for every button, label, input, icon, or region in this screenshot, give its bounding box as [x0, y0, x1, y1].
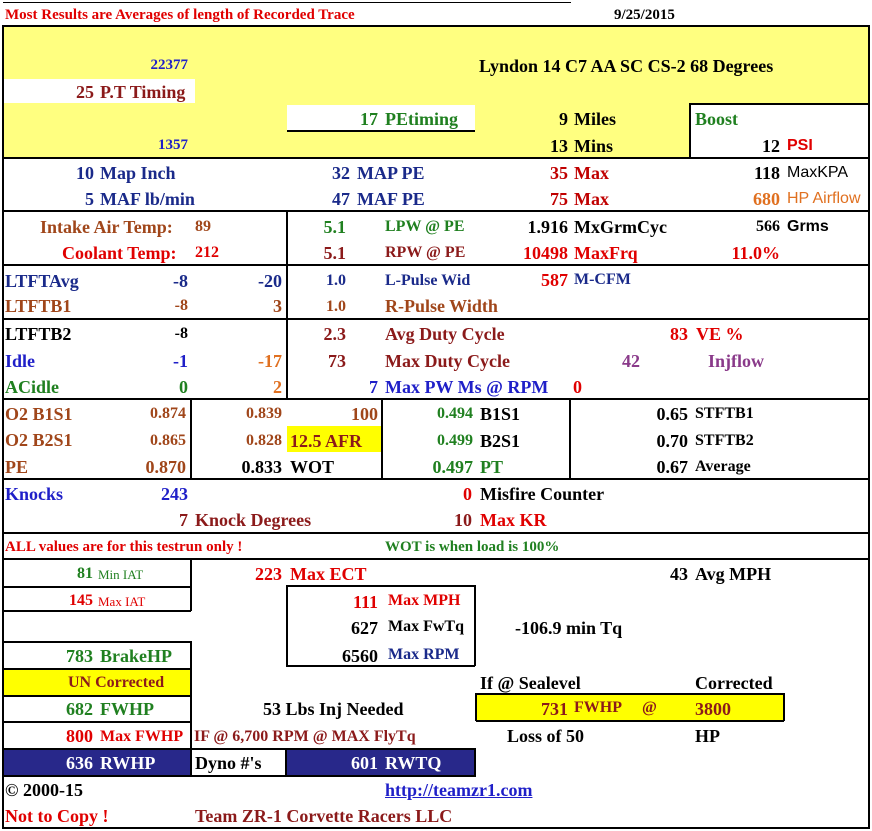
hp-airflow-value: 680 [753, 189, 780, 209]
team-name: Team ZR-1 Corvette Racers LLC [195, 806, 453, 826]
rule [3, 558, 869, 560]
if-6700-rpm: IF @ 6,700 RPM @ MAX FlyTq [194, 728, 416, 745]
lpw-label: LPW @ PE [385, 218, 465, 235]
pt-dl: PT [480, 457, 504, 477]
o2-b2s1-label: O2 B2S1 [5, 430, 73, 450]
o2-b1s1-dl: B1S1 [480, 404, 521, 424]
fwhp-value: 682 [66, 699, 93, 719]
ltftavg-a: -8 [173, 271, 188, 291]
pe-timing-value: 17 [360, 109, 378, 129]
knock-degrees-value: 7 [179, 510, 188, 530]
max-ect-value: 223 [255, 564, 282, 584]
max-iat-value: 145 [69, 592, 93, 609]
rule [3, 532, 869, 534]
max-fwhp-value: 800 [66, 726, 93, 746]
rule [285, 748, 287, 776]
idle-b: -17 [258, 351, 282, 371]
lbs-inj-needed: 53 Lbs Inj Needed [263, 699, 404, 719]
vehicle-title: Lyndon 14 C7 AA SC CS-2 68 Degrees [479, 56, 774, 76]
rpulse-label: R-Pulse Width [385, 296, 498, 316]
rule [3, 721, 191, 723]
copyright: © 2000-15 [5, 780, 83, 800]
knocks-value: 243 [161, 484, 188, 504]
max-iat-label: Max IAT [98, 594, 146, 609]
knocks-label: Knocks [5, 484, 64, 504]
mcfm-value: 587 [541, 270, 568, 290]
rule [3, 748, 476, 750]
corrected-fwhp-value: 731 [541, 699, 568, 719]
value-1357: 1357 [158, 137, 188, 153]
max-rpm-value: 6560 [342, 646, 378, 666]
corrected-at: @ [642, 699, 657, 716]
maxfrq-label: MaxFrq [574, 243, 638, 263]
rule [381, 399, 383, 479]
rule [569, 399, 571, 479]
uncorrected-label: UN Corrected [68, 674, 165, 691]
rule [3, 695, 191, 697]
maf-pe-value: 47 [332, 189, 350, 209]
pe-label: PE [5, 457, 29, 477]
max-fwtq-label: Max FwTq [388, 618, 464, 635]
iat-label: Intake Air Temp: [40, 217, 173, 237]
pe-b: 0.833 [241, 457, 282, 477]
rule [287, 130, 475, 132]
stftb1-value: 0.65 [656, 404, 688, 424]
rule [286, 665, 475, 667]
average-label: Average [695, 458, 751, 475]
stftb2-label: STFTB2 [695, 432, 754, 449]
mins-label: Mins [574, 136, 614, 156]
brakehp-label: BrakeHP [100, 646, 172, 666]
rwhp-label: RWHP [100, 753, 156, 773]
grms-value: 566 [756, 218, 780, 235]
pt-timing-label: P.T Timing [100, 82, 186, 102]
value-22377: 22377 [150, 57, 188, 73]
map-pe-value: 32 [332, 163, 350, 183]
rule [3, 775, 476, 777]
o2-b1s1-label: O2 B1S1 [5, 404, 73, 424]
rule [3, 318, 869, 320]
pt-d: 0.497 [432, 457, 473, 477]
corrected-label: Corrected [695, 673, 773, 693]
map-pe-label: MAP PE [357, 163, 425, 183]
rule [476, 720, 784, 722]
o2-b2s1-dl: B2S1 [480, 431, 521, 451]
max-kr-label: Max KR [480, 510, 547, 530]
dyno-label: Dyno #'s [195, 753, 262, 773]
ltftavg-label: LTFTAvg [5, 271, 79, 291]
ve-value: 83 [670, 324, 688, 344]
max1-label: Max [574, 163, 609, 183]
mxgrmcyc-value: 1.916 [527, 217, 568, 237]
lpw-value: 5.1 [323, 217, 346, 237]
miles-label: Miles [574, 109, 616, 129]
loss-of-50: Loss of 50 [507, 726, 585, 746]
rule [475, 693, 477, 721]
max-rpm-label: Max RPM [388, 646, 460, 663]
maxpw-label: Max PW Ms @ RPM [385, 377, 549, 397]
rule [868, 25, 870, 829]
ltftavg-b: -20 [258, 271, 282, 291]
acidle-b: 2 [273, 377, 282, 397]
percent-value: 11.0% [731, 243, 780, 263]
avg-mph-value: 43 [670, 564, 688, 584]
o2-b1s1-b: 0.839 [246, 405, 282, 422]
hp-label: HP [695, 726, 720, 746]
boost-label: Boost [695, 109, 739, 129]
max-mph-label: Max MPH [388, 592, 461, 609]
mins-value: 13 [550, 136, 568, 156]
max2-value: 75 [550, 189, 568, 209]
o2-b2s1-b: 0.828 [246, 432, 282, 449]
rule [190, 399, 192, 479]
map-inch-label: Map Inch [100, 163, 176, 183]
maxpw-rpm: 0 [573, 377, 582, 397]
mxgrmcyc-label: MxGrmCyc [574, 217, 667, 237]
max1-value: 35 [550, 163, 568, 183]
rule [474, 585, 476, 666]
grms-label: Grms [787, 218, 829, 235]
max-kr-value: 10 [454, 510, 472, 530]
maxduty-value: 73 [328, 351, 346, 371]
map-inch-value: 10 [76, 163, 94, 183]
iat-value: 89 [195, 218, 211, 235]
rule [3, 478, 869, 480]
rpulse-value: 1.0 [326, 298, 346, 315]
pe-a: 0.870 [145, 457, 186, 477]
rule [3, 827, 869, 829]
not-to-copy: Not to Copy ! [5, 806, 109, 826]
rwtq-navy-cell [286, 749, 475, 775]
rule [3, 2, 571, 3]
rule [476, 693, 784, 695]
ltftb1-a: -8 [174, 297, 188, 314]
avgduty-label: Avg Duty Cycle [385, 324, 505, 344]
psi-label: PSI [787, 137, 813, 154]
lpulse-label: L-Pulse Wid [385, 272, 471, 289]
psi-value: 12 [762, 136, 780, 156]
max-mph-value: 111 [352, 592, 378, 612]
maf-value: 5 [85, 189, 94, 209]
afr-value: 12.5 AFR [290, 431, 362, 451]
maxkpa-value: 118 [753, 163, 780, 183]
website-link[interactable]: http://teamzr1.com [385, 780, 533, 800]
o2-b1s1-a: 0.874 [150, 405, 186, 422]
fwhp-label: FWHP [100, 699, 154, 719]
rule [3, 610, 191, 612]
rule [783, 693, 785, 721]
avg-mph-label: Avg MPH [695, 564, 772, 584]
coolant-label: Coolant Temp: [62, 243, 177, 263]
acidle-a: 0 [179, 377, 188, 397]
header-date: 9/25/2015 [614, 7, 675, 23]
injflow-label: Injflow [708, 351, 765, 371]
o2-b1s1-c: 100 [351, 404, 378, 424]
average-value: 0.67 [656, 457, 688, 477]
max-ect-label: Max ECT [290, 564, 367, 584]
ltftb2-a: -8 [174, 325, 188, 342]
wot-label: WOT [290, 457, 335, 477]
ltftb1-b: 3 [273, 296, 282, 316]
rule [3, 25, 869, 27]
min-iat-label: Min IAT [98, 567, 144, 582]
rule [689, 103, 691, 159]
miles-value: 9 [559, 109, 568, 129]
rule [286, 585, 475, 587]
note-wot: WOT is when load is 100% [385, 539, 560, 555]
rule [3, 210, 869, 212]
maxkpa-label: MaxKPA [787, 164, 849, 181]
note-all-values: ALL values are for this testrun only ! [5, 539, 243, 555]
idle-a: -1 [173, 351, 188, 371]
ltftb1-label: LTFTB1 [5, 296, 72, 316]
maxfrq-value: 10498 [523, 243, 568, 263]
rule [3, 398, 869, 400]
stftb2-value: 0.70 [656, 431, 688, 451]
rule [190, 641, 192, 776]
max2-label: Max [574, 189, 609, 209]
rwhp-navy-cell [3, 749, 190, 775]
maf-label: MAF lb/min [100, 189, 195, 209]
hp-airflow-label: HP Airflow [787, 190, 861, 207]
rule [3, 157, 869, 159]
rule [3, 668, 191, 670]
rule [286, 585, 288, 666]
mcfm-label: M-CFM [574, 271, 631, 288]
rule [2, 25, 4, 829]
min-tq: -106.9 min Tq [515, 618, 623, 638]
misfire-value: 0 [463, 484, 472, 504]
max-fwtq-value: 627 [351, 618, 378, 638]
maxduty-label: Max Duty Cycle [385, 351, 510, 371]
lpulse-value: 1.0 [326, 272, 346, 289]
avgduty-value: 2.3 [323, 324, 346, 344]
rule [690, 103, 869, 105]
rule [190, 559, 192, 611]
rule [3, 586, 191, 588]
corrected-fwhp-label: FWHP [574, 699, 622, 716]
ve-label: VE % [696, 324, 744, 344]
max-fwhp-label: Max FWHP [100, 728, 184, 745]
rule [286, 211, 288, 399]
rwhp-value: 636 [66, 753, 93, 773]
corrected-rpm: 3800 [695, 699, 731, 719]
coolant-value: 212 [195, 244, 219, 261]
rwtq-label: RWTQ [385, 753, 442, 773]
rpw-label: RPW @ PE [385, 244, 466, 261]
o2-b2s1-a: 0.865 [150, 432, 186, 449]
o2-b1s1-d: 0.494 [437, 405, 473, 422]
stftb1-label: STFTB1 [695, 405, 754, 422]
brakehp-value: 783 [66, 646, 93, 666]
ltftb2-label: LTFTB2 [5, 324, 72, 344]
rule [3, 264, 869, 266]
pt-timing-value: 25 [76, 82, 94, 102]
rpw-value: 5.1 [323, 243, 346, 263]
pe-timing-label: PEtiming [385, 109, 459, 129]
injflow-value: 42 [622, 351, 640, 371]
rule [3, 641, 191, 643]
min-iat-value: 81 [77, 565, 93, 582]
idle-label: Idle [5, 351, 36, 371]
maf-pe-label: MAF PE [357, 189, 425, 209]
knock-degrees-label: Knock Degrees [195, 510, 312, 530]
rule [474, 748, 476, 776]
acidle-label: ACidle [5, 377, 59, 397]
o2-b2s1-d: 0.499 [437, 432, 473, 449]
sealevel-label: If @ Sealevel [480, 673, 581, 693]
misfire-label: Misfire Counter [480, 484, 605, 504]
rwtq-value: 601 [351, 753, 378, 773]
header-note: Most Results are Averages of length of Recorded Trace [5, 7, 355, 23]
maxpw-value: 7 [369, 377, 378, 397]
